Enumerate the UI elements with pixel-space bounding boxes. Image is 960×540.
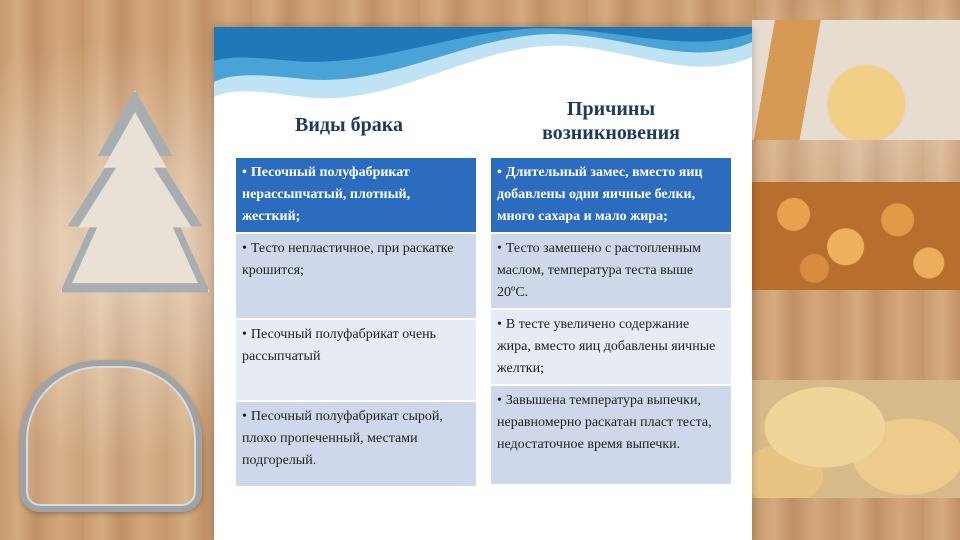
cause-text: Тесто замешено с растопленным маслом, температура теста выше 20ºС. [497,241,701,300]
defect-row [236,158,476,234]
bullet: • [497,317,502,332]
defect-text: Тесто непластичное, при раскатке крошится; [242,241,454,278]
defect-row [236,234,476,320]
star-cookies-photo [752,182,960,290]
bullet: • [242,241,247,256]
defects-column [236,158,476,488]
cause-row [491,386,731,486]
bullet: • [497,393,502,408]
bullet: • [242,409,247,424]
defect-text: Песочный полуфабрикат сырой, плохо пропеченный, местами подгорелый. [242,409,443,468]
bullet: • [242,165,247,180]
defect-text: Песочный полуфабрикат очень рассыпчатый [242,327,437,364]
defects-column-title: Виды брака [295,114,403,136]
causes-column [491,158,731,486]
cause-row [491,158,731,234]
bell-cookie-cutter-image [20,360,202,512]
slide-panel [214,27,752,540]
defect-row [236,402,476,488]
cause-text: В тесте увеличено содержание жира, вместо яиц добавлены яичные желтки; [497,317,716,376]
dough-rolling-pin-photo [752,20,960,140]
bullet: • [242,327,247,342]
cause-row [491,234,731,310]
heart-cookies-photo [752,380,960,498]
defect-text: Песочный полуфабрикат нерассыпчатый, плотный, жесткий; [242,165,411,224]
cause-text: Длительный замес, вместо яиц добавлены одни яичные белки, много сахара и мало жира; [497,165,703,224]
cause-row [491,310,731,386]
bullet: • [497,165,502,180]
causes-column-title: Причины возникновения [542,98,680,144]
bullet: • [497,241,502,256]
cause-text: Завышена температура выпечки, неравномерно раскатан пласт теста, недостаточное время выпечки. [497,393,712,452]
defect-row [236,320,476,402]
